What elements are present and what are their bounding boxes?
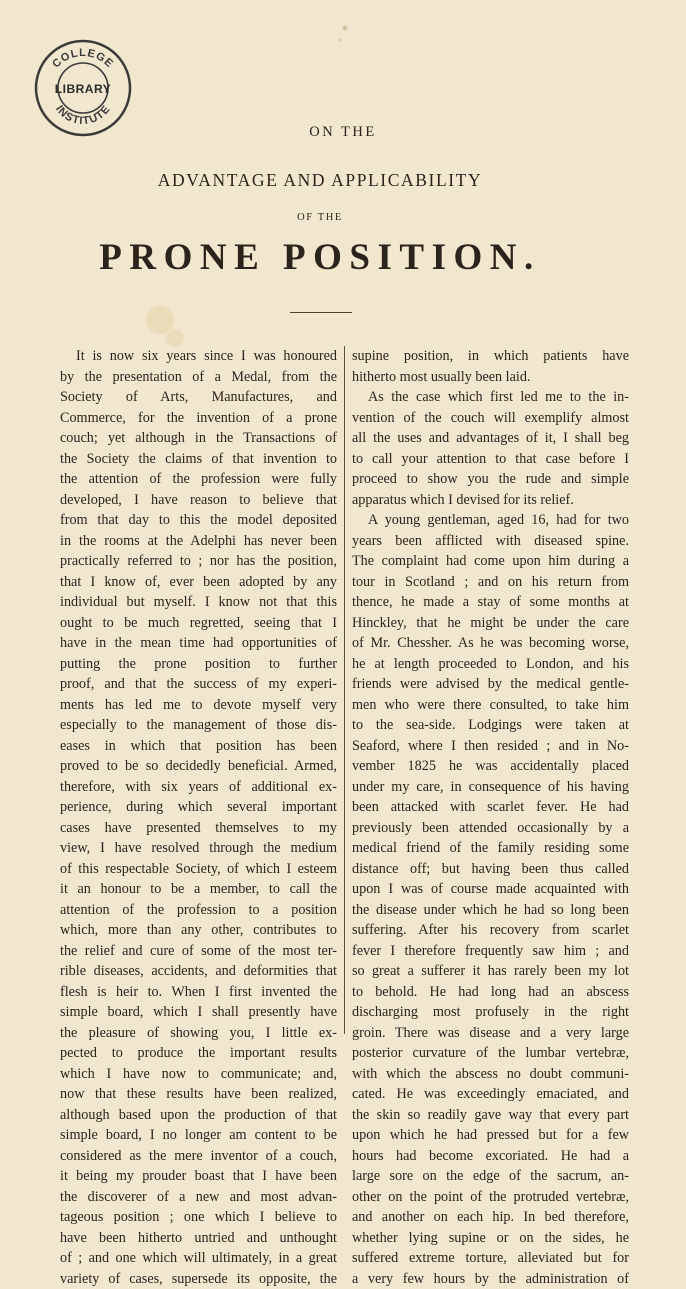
text-line: The complaint had come upon him during a [352, 551, 629, 572]
text-line: the attention of the profession were fully [60, 469, 337, 490]
svg-text:COLLEGE [50, 47, 116, 71]
text-line: upon I was of course made acquainted with [352, 879, 629, 900]
text-line: simple board, I no longer am content to be [60, 1125, 337, 1146]
text-line: Hinckley, that he might be under the care [352, 613, 629, 634]
text-line: vember 1825 he was accidentally placed [352, 756, 629, 777]
text-line: attention of the profession to a position [60, 900, 337, 921]
text-line: which I have now to communicate; and, [60, 1064, 337, 1085]
text-line: tour in Scotland ; and on his return from [352, 572, 629, 593]
text-line: Seaford, where I then resided ; and in No- [352, 736, 629, 757]
column-divider [344, 346, 345, 1034]
text-line: cated. He was exceedingly emaciated, and [352, 1084, 629, 1105]
text-line: it an honour to be a member, to call the [60, 879, 337, 900]
text-line: medical friend of the family residing some [352, 838, 629, 859]
text-line: pected to produce the important results [60, 1043, 337, 1064]
text-line: previously been attended occasionally by a [352, 818, 629, 839]
text-line: in the rooms at the Adelphi has never been [60, 531, 337, 552]
text-line: a very few hours by the administration of [352, 1269, 629, 1289]
text-line: supine position, in which patients have [352, 346, 629, 367]
text-line: hours had become excoriated. He had a [352, 1146, 629, 1167]
text-line: which, more than any other, contributes to [60, 920, 337, 941]
text-line: posterior curvature of the lumbar vertebræ, [352, 1043, 629, 1064]
text-line: the skin so readily gave way that every part [352, 1105, 629, 1126]
text-line: proved to be so decidedly beneficial. Armed, [60, 756, 337, 777]
text-line: the disease under which he had so long been [352, 900, 629, 921]
text-line: now that these results have been realized, [60, 1084, 337, 1105]
text-line: therefore, with six years of additional ex- [60, 777, 337, 798]
text-line: tageous position ; one which I believe to [60, 1207, 337, 1228]
text-line: have in the mean time had opportunities of [60, 633, 337, 654]
text-line: other on the point of the protruded vertebræ, [352, 1187, 629, 1208]
text-line: distance off; but having been thus called [352, 859, 629, 880]
text-line: eases in which that position has been [60, 736, 337, 757]
text-line: all the uses and advantages of it, I shall beg [352, 428, 629, 449]
text-line: been attacked with scarlet fever. He had [352, 797, 629, 818]
text-line: to call your attention to that case before I [352, 449, 629, 470]
text-line: to the sea-side. Lodgings were taken at [352, 715, 629, 736]
text-line: he at length proceeded to London, and his [352, 654, 629, 675]
text-line: the pleasure of showing you, I little ex- [60, 1023, 337, 1044]
text-line: Society of Arts, Manufactures, and [60, 387, 337, 408]
text-line: view, I have resolved through the medium [60, 838, 337, 859]
text-line: individual but myself. I know not that this [60, 592, 337, 613]
text-line: from that day to this the model deposited [60, 510, 337, 531]
text-line: A young gentleman, aged 16, had for two [352, 510, 629, 531]
heading-title-line2: OF THE [0, 212, 640, 223]
text-line: so great a sufferer it has rarely been my lot [352, 961, 629, 982]
text-line: practically referred to ; nor has the position, [60, 551, 337, 572]
text-line: and another on each hip. In bed therefore, [352, 1207, 629, 1228]
text-line: cases have presented themselves to my [60, 818, 337, 839]
text-line: ought to be much regretted, seeing that I [60, 613, 337, 634]
text-line: groin. There was disease and a very large [352, 1023, 629, 1044]
text-line: suffering. After his recovery from scarlet [352, 920, 629, 941]
text-line: by the presentation of a Medal, from the [60, 367, 337, 388]
text-line: thence, he made a stay of some months at [352, 592, 629, 613]
text-line: men who were there consulted, to take him [352, 695, 629, 716]
text-line: rible diseases, accidents, and deformities that [60, 961, 337, 982]
text-line: have been hitherto untried and unthought [60, 1228, 337, 1249]
heading-title-line1: ADVANTAGE AND APPLICABILITY [0, 170, 640, 191]
heading-title-line3: PRONE POSITION. [0, 236, 640, 279]
text-line: of ; and one which will ultimately, in a great [60, 1248, 337, 1269]
text-line: considered as the mere inventor of a couch, [60, 1146, 337, 1167]
heading-on-the: ON THE [0, 124, 686, 141]
text-line: proceed to show you the rude and simple [352, 469, 629, 490]
text-line: it being my prouder boast that I have been [60, 1166, 337, 1187]
text-line: upon which he had pressed but for a few [352, 1125, 629, 1146]
text-line: It is now six years since I was honoured [60, 346, 337, 367]
text-line: with which the abscess no doubt communi- [352, 1064, 629, 1085]
text-line: variety of cases, supersede its opposite, the [60, 1269, 337, 1289]
text-line: especially to the management of those dis- [60, 715, 337, 736]
right-column [352, 346, 629, 1046]
text-line: suffered extreme torture, alleviated but for [352, 1248, 629, 1269]
stamp-bottom-text: INSTITUTE [53, 103, 113, 127]
stamp-library-text: LIBRARY [33, 82, 133, 96]
text-line: As the case which first led me to the in- [352, 387, 629, 408]
text-line: ments has led me to devote myself very [60, 695, 337, 716]
text-line: apparatus which I devised for its relief. [352, 490, 629, 511]
text-line: Commerce, for the invention of a prone [60, 408, 337, 429]
text-line: years been afflicted with diseased spine. [352, 531, 629, 552]
text-line: discharging most profusely in the right [352, 1002, 629, 1023]
text-line: hitherto most usually been laid. [352, 367, 629, 388]
text-line: the relief and cure of some of the most ter- [60, 941, 337, 962]
text-line: the Society the claims of that invention to [60, 449, 337, 470]
text-line: the discoverer of a new and most advan- [60, 1187, 337, 1208]
text-line: proof, and that the success of my experi- [60, 674, 337, 695]
text-line: couch; yet although in the Transactions of [60, 428, 337, 449]
text-line: of Mr. Chessher. As he was becoming worse, [352, 633, 629, 654]
title-rule [290, 312, 352, 313]
text-line: vention of the couch will exemplify almost [352, 408, 629, 429]
stamp-top-text: COLLEGE [50, 47, 116, 71]
text-line: friends were advised by the medical gentle- [352, 674, 629, 695]
text-line: flesh is heir to. When I first invented the [60, 982, 337, 1003]
text-line: whether lying supine or on the sides, he [352, 1228, 629, 1249]
text-line: simple board, which I shall presently have [60, 1002, 337, 1023]
text-line: large sore on the edge of the sacrum, an- [352, 1166, 629, 1187]
text-line: that I know of, ever been adopted by any [60, 572, 337, 593]
text-line: although based upon the production of that [60, 1105, 337, 1126]
text-line: perience, during which several important [60, 797, 337, 818]
left-column [60, 346, 337, 1046]
text-line: to behold. He had long had an abscess [352, 982, 629, 1003]
text-line: of this respectable Society, of which I esteem [60, 859, 337, 880]
library-stamp [33, 38, 133, 138]
text-line: fever I therefore frequently saw him ; and [352, 941, 629, 962]
text-line: putting the prone position to further [60, 654, 337, 675]
text-line: developed, I have reason to believe that [60, 490, 337, 511]
text-line: under my care, in consequence of his having [352, 777, 629, 798]
